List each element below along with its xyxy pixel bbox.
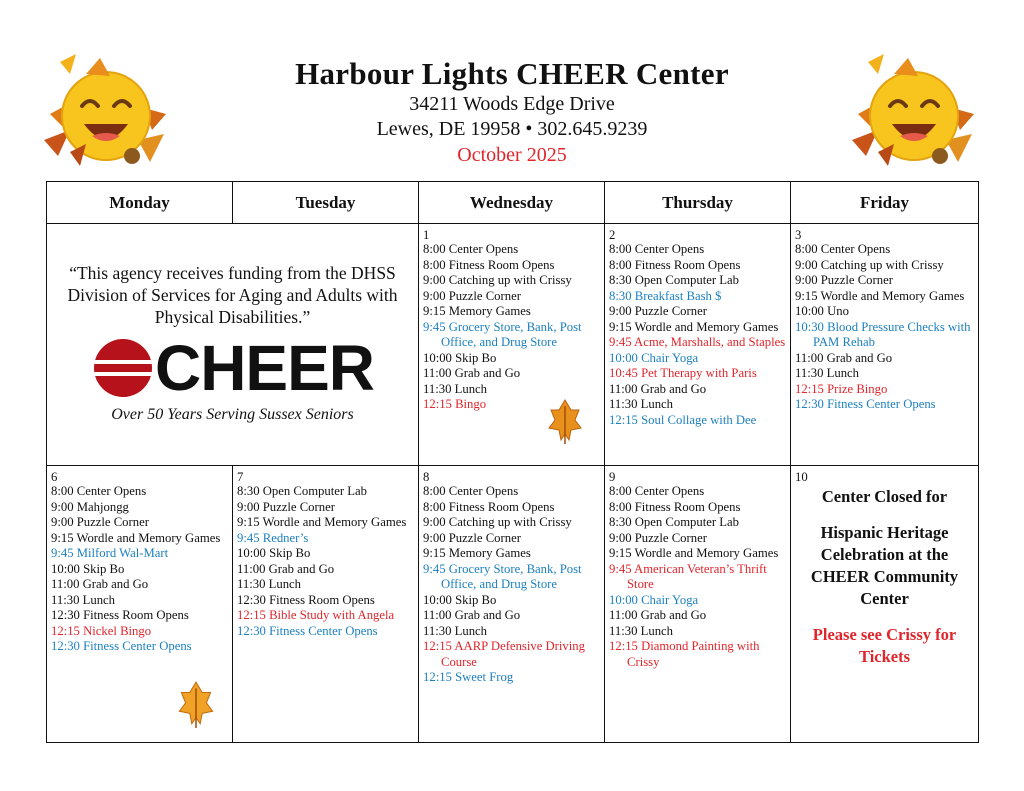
event-item: 11:00 Grab and Go	[609, 381, 707, 396]
event-item: 9:00 Catching up with Crissy	[423, 515, 572, 529]
event-list	[51, 484, 228, 655]
event-item: 11:00 Grab and Go	[609, 608, 707, 622]
day-cell-2	[605, 224, 791, 466]
event-item: 10:45 Pet Therapy with Paris	[609, 366, 757, 380]
day-cell-3	[791, 224, 979, 466]
event-item: 8:00 Center Opens	[795, 242, 891, 256]
event-item: 9:15 Wordle and Memory Games	[609, 319, 779, 334]
event-item: 12:15 Soul Collage with Dee	[609, 412, 757, 427]
event-item: 9:00 Puzzle Corner	[237, 499, 335, 514]
day-number: 8	[423, 470, 430, 484]
event-item: 10:00 Skip Bo	[237, 546, 311, 560]
event-item: 9:00 Puzzle Corner	[609, 530, 707, 545]
event-item: 9:00 Puzzle Corner	[609, 304, 707, 318]
weekday-tuesday: Tuesday	[233, 182, 419, 224]
event-item: 11:30 Lunch	[237, 577, 302, 591]
week-row-1	[47, 224, 979, 466]
event-list	[609, 484, 786, 670]
autumn-leaf-icon	[547, 398, 583, 446]
event-item: 11:30 Lunch	[423, 381, 488, 396]
event-item: 11:30 Lunch	[51, 592, 116, 607]
event-item: 12:30 Fitness Room Opens	[51, 608, 189, 622]
funding-quote: “This agency receives funding from the DHSS Division of Services for Aging and Adults with Physical Disabilities.”	[67, 263, 398, 327]
event-item: 9:15 Memory Games	[423, 546, 531, 560]
week-row-2	[47, 466, 979, 743]
event-item: 8:30 Open Computer Lab	[609, 273, 740, 287]
event-list	[795, 242, 974, 413]
center-title: Harbour Lights CHEER Center	[295, 56, 729, 91]
event-item: 10:00 Chair Yoga	[609, 592, 699, 607]
cheer-logo-mark-icon	[91, 336, 155, 400]
event-item: 11:30 Lunch	[795, 366, 860, 380]
event-item: 9:00 Puzzle Corner	[795, 273, 893, 287]
event-item: 9:15 Wordle and Memory Games	[609, 546, 779, 560]
event-item: 12:30 Fitness Center Opens	[237, 623, 378, 638]
event-item: 12:15 Nickel Bingo	[51, 623, 152, 638]
event-item: 9:00 Catching up with Crissy	[795, 257, 944, 272]
weekday-monday: Monday	[47, 182, 233, 224]
event-item: 9:00 Puzzle Corner	[423, 530, 521, 545]
day-number: 1	[423, 228, 430, 242]
event-item: 12:30 Fitness Center Opens	[795, 397, 936, 411]
event-item: 9:45 Grocery Store, Bank, Post Office, and Drug Store	[423, 319, 582, 349]
event-item: 12:30 Fitness Room Opens	[237, 592, 375, 607]
event-item: 9:00 Puzzle Corner	[51, 515, 149, 529]
event-item: 11:30 Lunch	[609, 623, 674, 638]
weekday-friday: Friday	[791, 182, 979, 224]
address-line-1: 34211 Woods Edge Drive	[409, 93, 615, 115]
tickets-note-text: Please see Crissy for Tickets	[812, 625, 957, 666]
event-item: 12:30 Fitness Center Opens	[51, 639, 192, 653]
address-line-2: Lewes, DE 19958 • 302.645.9239	[376, 118, 648, 140]
closed-event-description: Hispanic Heritage Celebration at the CHEER Community Center	[810, 523, 959, 608]
month-label: October 2025	[457, 144, 567, 166]
funding-notice-cell	[47, 224, 419, 466]
event-item: 12:15 Bingo	[423, 397, 487, 411]
event-list	[423, 242, 600, 413]
event-item: 9:45 Acme, Marshalls, and Staples	[609, 335, 786, 349]
weekday-wednesday: Wednesday	[419, 182, 605, 224]
day-number: 9	[609, 470, 616, 484]
event-item: 9:15 Wordle and Memory Games	[237, 515, 407, 529]
day-cell-10	[791, 466, 979, 743]
event-item: 11:00 Grab and Go	[423, 608, 521, 622]
event-item: 10:30 Blood Pressure Checks with PAM Rehab	[795, 319, 971, 349]
smiley-leaves-icon	[40, 44, 170, 174]
event-item: 8:00 Fitness Room Opens	[423, 499, 555, 514]
event-list	[609, 242, 786, 428]
event-item: 12:15 Sweet Frog	[423, 670, 514, 684]
autumn-leaf-icon	[175, 680, 217, 730]
event-item: 11:00 Grab and Go	[795, 350, 893, 365]
event-item: 9:15 Wordle and Memory Games	[795, 288, 965, 303]
event-item: 8:00 Center Opens	[423, 484, 519, 498]
event-item: 8:00 Fitness Room Opens	[609, 499, 741, 514]
day-cell-6	[47, 466, 233, 743]
event-item: 9:45 Grocery Store, Bank, Post Office, and Drug Store	[423, 561, 582, 591]
event-item: 8:30 Breakfast Bash $	[609, 288, 722, 303]
closed-notice: Center Closed for	[821, 487, 948, 506]
event-list	[237, 484, 414, 639]
event-item: 9:15 Wordle and Memory Games	[51, 530, 221, 545]
event-item: 8:30 Open Computer Lab	[609, 515, 740, 529]
event-item: 10:00 Chair Yoga	[609, 350, 699, 365]
event-item: 12:15 Bible Study with Angela	[237, 608, 395, 622]
day-cell-7	[233, 466, 419, 743]
weekday-thursday: Thursday	[605, 182, 791, 224]
event-item: 9:45 Redner’s	[237, 530, 309, 545]
smiley-leaves-icon	[848, 44, 978, 174]
day-cell-1	[419, 224, 605, 466]
cheer-logo-text: CHEER	[154, 332, 375, 404]
event-item: 11:30 Lunch	[423, 623, 488, 638]
event-item: 8:00 Fitness Room Opens	[609, 257, 741, 272]
event-item: 8:00 Center Opens	[51, 484, 147, 498]
event-list	[423, 484, 600, 686]
event-item: 9:45 American Veteran’s Thrift Store	[609, 561, 767, 591]
day-number: 2	[609, 228, 616, 242]
event-item: 9:00 Mahjongg	[51, 499, 129, 514]
event-item: 9:45 Milford Wal-Mart	[51, 546, 169, 560]
day-number: 10	[795, 470, 808, 484]
event-item: 9:00 Puzzle Corner	[423, 288, 521, 303]
event-item: 11:00 Grab and Go	[237, 561, 335, 576]
event-item: 9:00 Catching up with Crissy	[423, 273, 572, 287]
event-item: 12:15 Prize Bingo	[795, 381, 888, 396]
event-item: 12:15 Diamond Painting with Crissy	[609, 639, 760, 669]
cheer-logo	[47, 332, 418, 404]
event-item: 11:00 Grab and Go	[51, 577, 149, 591]
event-item: 10:00 Skip Bo	[423, 350, 497, 365]
event-item: 8:00 Center Opens	[423, 242, 519, 256]
event-item: 8:00 Center Opens	[609, 484, 705, 498]
cheer-tagline: Over 50 Years Serving Sussex Seniors	[111, 406, 354, 423]
calendar-grid	[46, 181, 979, 743]
event-item: 9:15 Memory Games	[423, 304, 531, 318]
event-item: 8:30 Open Computer Lab	[237, 484, 368, 498]
event-item: 10:00 Skip Bo	[51, 561, 125, 576]
event-item: 10:00 Skip Bo	[423, 592, 497, 607]
event-item: 10:00 Uno	[795, 304, 849, 318]
event-item: 8:00 Center Opens	[609, 242, 705, 256]
day-cell-9	[605, 466, 791, 743]
weekday-header-row	[47, 182, 979, 224]
tickets-note	[795, 624, 974, 668]
event-item: 11:30 Lunch	[609, 397, 674, 411]
event-item: 11:00 Grab and Go	[423, 366, 521, 380]
day-number: 6	[51, 470, 58, 484]
event-item: 12:15 AARP Defensive Driving Course	[423, 639, 585, 669]
day-number: 7	[237, 470, 244, 484]
day-number: 3	[795, 228, 802, 242]
day-cell-8	[419, 466, 605, 743]
event-item: 8:00 Fitness Room Opens	[423, 257, 555, 272]
